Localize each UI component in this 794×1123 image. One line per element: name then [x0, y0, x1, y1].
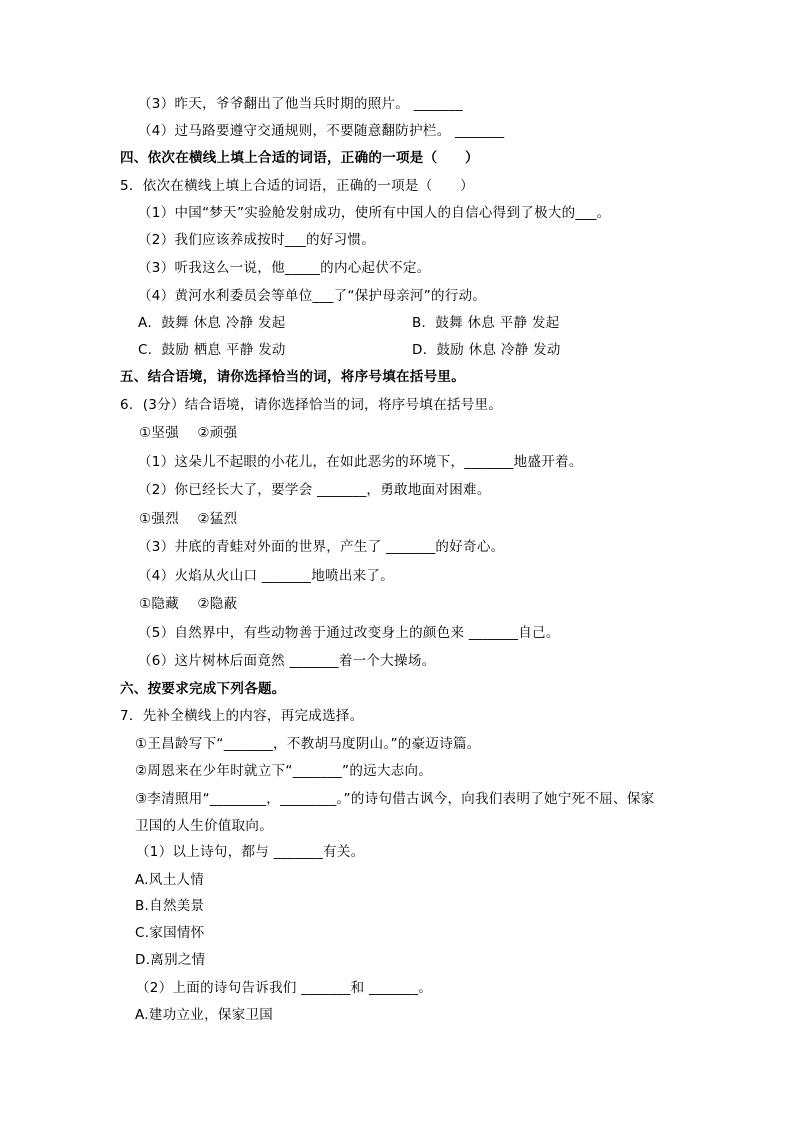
q7-poem-3: ③李清照用“________，________。”的诗句借古讽今，向我们表明了她宁死不屈、保家: [135, 791, 655, 807]
q6-choices-1: ①坚强 ②顽强: [139, 425, 238, 441]
question-5: 5．依次在横线上填上合适的词语，正确的一项是（ ）: [120, 178, 474, 194]
q6-item-4: （4）火焰从火山口 _______地喷出来了。: [138, 568, 395, 584]
q6-item-1: （1）这朵儿不起眼的小花儿，在如此恶劣的环境下，_______地盛开着。: [138, 454, 583, 470]
q7-poem-1: ①王昌龄写下“_______，不教胡马度阴山。”的豪迈诗篇。: [135, 736, 481, 752]
q7-poem-2: ②周恩来在少年时就立下“_______”的远大志向。: [135, 763, 433, 779]
q7-sub-1: （1）以上诗句，都与 _______有关。: [136, 844, 365, 860]
q4-item-3: （3）昨天，爷爷翻出了他当兵时期的照片。 _______: [138, 96, 464, 112]
q7-sub1-option-d: D.离别之情: [135, 952, 206, 968]
question-6: 6．(3分）结合语境，请你选择恰当的词，将序号填在括号里。: [120, 397, 503, 413]
q5-option-d: D．鼓励 休息 冷静 发动: [412, 342, 561, 358]
q5-item-2: （2）我们应该养成按时___的好习惯。: [138, 232, 376, 248]
q7-sub2-option-a: A.建功立业，保家卫国: [135, 1007, 274, 1023]
section-4-heading: 四、依次在横线上填上合适的词语，正确的一项是（ ）: [120, 150, 479, 166]
q5-item-3: （3）听我这么一说，他_____的内心起伏不定。: [138, 260, 431, 276]
q6-item-6: （6）这片树林后面竟然 _______着一个大操场。: [138, 653, 436, 669]
question-7: 7．先补全横线上的内容，再完成选择。: [120, 708, 364, 724]
q7-sub1-option-a: A.风土人情: [135, 872, 205, 888]
q7-sub-2: （2）上面的诗句告诉我们 _______和 _______。: [136, 980, 433, 996]
q6-choices-2: ①强烈 ②猛烈: [139, 511, 238, 527]
q6-item-5: （5）自然界中，有些动物善于通过改变身上的颜色来 _______自己。: [138, 625, 560, 641]
section-6-heading: 六、按要求完成下列各题。: [120, 681, 286, 697]
section-5-heading: 五、结合语境，请你选择恰当的词，将序号填在括号里。: [120, 369, 465, 385]
q7-sub1-option-c: C.家国情怀: [135, 925, 205, 941]
q5-item-4: （4）黄河水利委员会等单位___了“保护母亲河”的行动。: [138, 288, 487, 304]
q5-option-c: C．鼓励 栖息 平静 发动: [138, 342, 286, 358]
q5-item-1: （1）中国“梦天”实验舱发射成功，使所有中国人的自信心得到了极大的___。: [138, 205, 611, 221]
q6-choices-3: ①隐藏 ②隐蔽: [139, 596, 238, 612]
q4-item-4: （4）过马路要遵守交通规则，不要随意翻防护栏。 _______: [138, 123, 505, 139]
q5-option-a: A．鼓舞 休息 冷静 发起: [138, 315, 286, 331]
q7-sub1-option-b: B.自然美景: [135, 898, 205, 914]
q6-item-3: （3）井底的青蛙对外面的世界，产生了 _______的好奇心。: [138, 539, 505, 555]
q6-item-2: （2）你已经长大了，要学会 _______，勇敢地面对困难。: [138, 482, 491, 498]
q7-poem-3-cont: 卫国的人生价值取向。: [135, 818, 273, 834]
q5-option-b: B．鼓舞 休息 平静 发起: [412, 315, 560, 331]
